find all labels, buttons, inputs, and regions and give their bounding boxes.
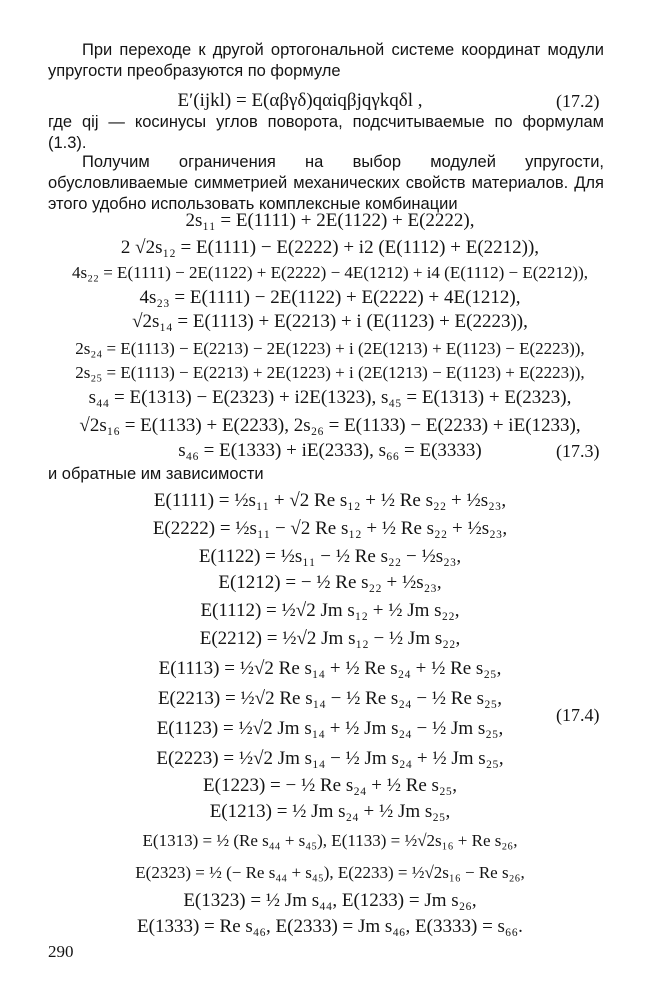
equation-17-4-line: E(2222) = ½s₁₁ − √2 Re s₁₂ + ½ Re s₂₂ + ½s₂₃, [152,518,508,539]
equation-number-17-4: (17.4) [556,705,600,725]
equation-17-4-line: E(2323) = ½ (− Re s₄₄ + s₄₅), E(2233) = ½√2s₁₆ − Re s₂₆, [135,863,525,882]
equation-17-4-line: E(2212) = ½√2 Jm s₁₂ − ½ Jm s₂₂, [199,628,461,649]
equation-17-4-line: E(1333) = Re s₄₆, E(2333) = Jm s₄₆, E(3333) = s₆₆. [137,916,523,937]
equation-17-4-line: E(1123) = ½√2 Jm s₁₄ + ½ Jm s₂₄ − ½ Jm s₂₅, [156,718,504,739]
equation-17-4-line: E(1223) = − ½ Re s₂₄ + ½ Re s₂₅, [203,775,457,796]
equation-17-3-line: √2s₁₄ = E(1113) + E(2213) + i (E(1123) + E(2223)), [132,311,528,332]
paragraph-symmetry: Получим ограничения на выбор модулей упругости, обусловливаемые симметрией механических свойств материалов. Для этого удобно использовать комплексные комбинации [48,153,604,213]
equation-number-17-2: (17.2) [556,91,600,111]
equation-17-3-line: 4s₂₂ = E(1111) − 2E(1122) + E(2222) − 4E(1212) + i4 (E(1112) − E(2212)), [72,263,588,282]
paragraph-cosines: где qij — косинусы углов поворота, подсчитываемые по формулам (1.3). [48,113,604,152]
equation-17-4-line: E(1313) = ½ (Re s₄₄ + s₄₅), E(1133) = ½√2s₁₆ + Re s₂₆, [142,831,518,850]
equation-17-4-line: E(1213) = ½ Jm s₂₄ + ½ Jm s₂₅, [209,801,451,822]
equation-17-4-line: E(2213) = ½√2 Re s₁₄ − ½ Re s₂₄ − ½ Re s₂₅, [157,688,503,709]
equation-17-3-line: 2s₂₄ = E(1113) − E(2213) − 2E(1223) + i (2E(1213) + E(1123) − E(2223)), [75,339,585,358]
page-number: 290 [48,942,74,961]
equation-17-3-line: 2s₁₁ = E(1111) + 2E(1122) + E(2222), [185,210,475,231]
paragraph-transform-intro: При переходе к другой ортогональной системе координат модули упругости преобразуются по формуле [48,41,604,80]
equation-17-4-line: E(1122) = ½s₁₁ − ½ Re s₂₂ − ½s₂₃, [198,546,462,567]
equation-17-4-line: E(1111) = ½s₁₁ + √2 Re s₁₂ + ½ Re s₂₂ + ½s₂₃, [153,490,507,511]
equation-17-2: E′(ijkl) = E(αβγδ)qαiqβjqγkqδl , [177,90,423,111]
equation-17-4-line: E(1112) = ½√2 Jm s₁₂ + ½ Jm s₂₂, [200,600,460,621]
equation-17-4-line: E(1323) = ½ Jm s₄₄, E(1233) = Jm s₂₆, [183,890,477,911]
equation-17-4-line: E(2223) = ½√2 Jm s₁₄ − ½ Jm s₂₄ + ½ Jm s₂₅, [156,748,504,769]
equation-17-3-line: s₄₄ = E(1313) − E(2323) + i2E(1323), s₄₅ = E(1313) + E(2323), [88,387,572,408]
equation-17-3-line: 4s₂₃ = E(1111) − 2E(1122) + E(2222) + 4E(1212), [139,287,521,308]
equation-17-3-line: √2s₁₆ = E(1133) + E(2233), 2s₂₆ = E(1133) − E(2233) + iE(1233), [79,415,581,436]
equation-number-17-3: (17.3) [556,441,600,461]
equation-17-3-line: 2 √2s₁₂ = E(1111) − E(2222) + i2 (E(1112) + E(2212)), [120,237,540,258]
paragraph-inverse: и обратные им зависимости [48,465,264,483]
equation-17-4-line: E(1113) = ½√2 Re s₁₄ + ½ Re s₂₄ + ½ Re s₂₅, [158,658,502,679]
equation-17-4-line: E(1212) = − ½ Re s₂₂ + ½s₂₃, [218,572,442,593]
equation-17-3-line: 2s₂₅ = E(1113) − E(2213) + 2E(1223) + i (2E(1213) − E(1123) + E(2223)), [75,363,585,382]
equation-17-3-line: s₄₆ = E(1333) + iE(2333), s₆₆ = E(3333) [178,440,482,461]
